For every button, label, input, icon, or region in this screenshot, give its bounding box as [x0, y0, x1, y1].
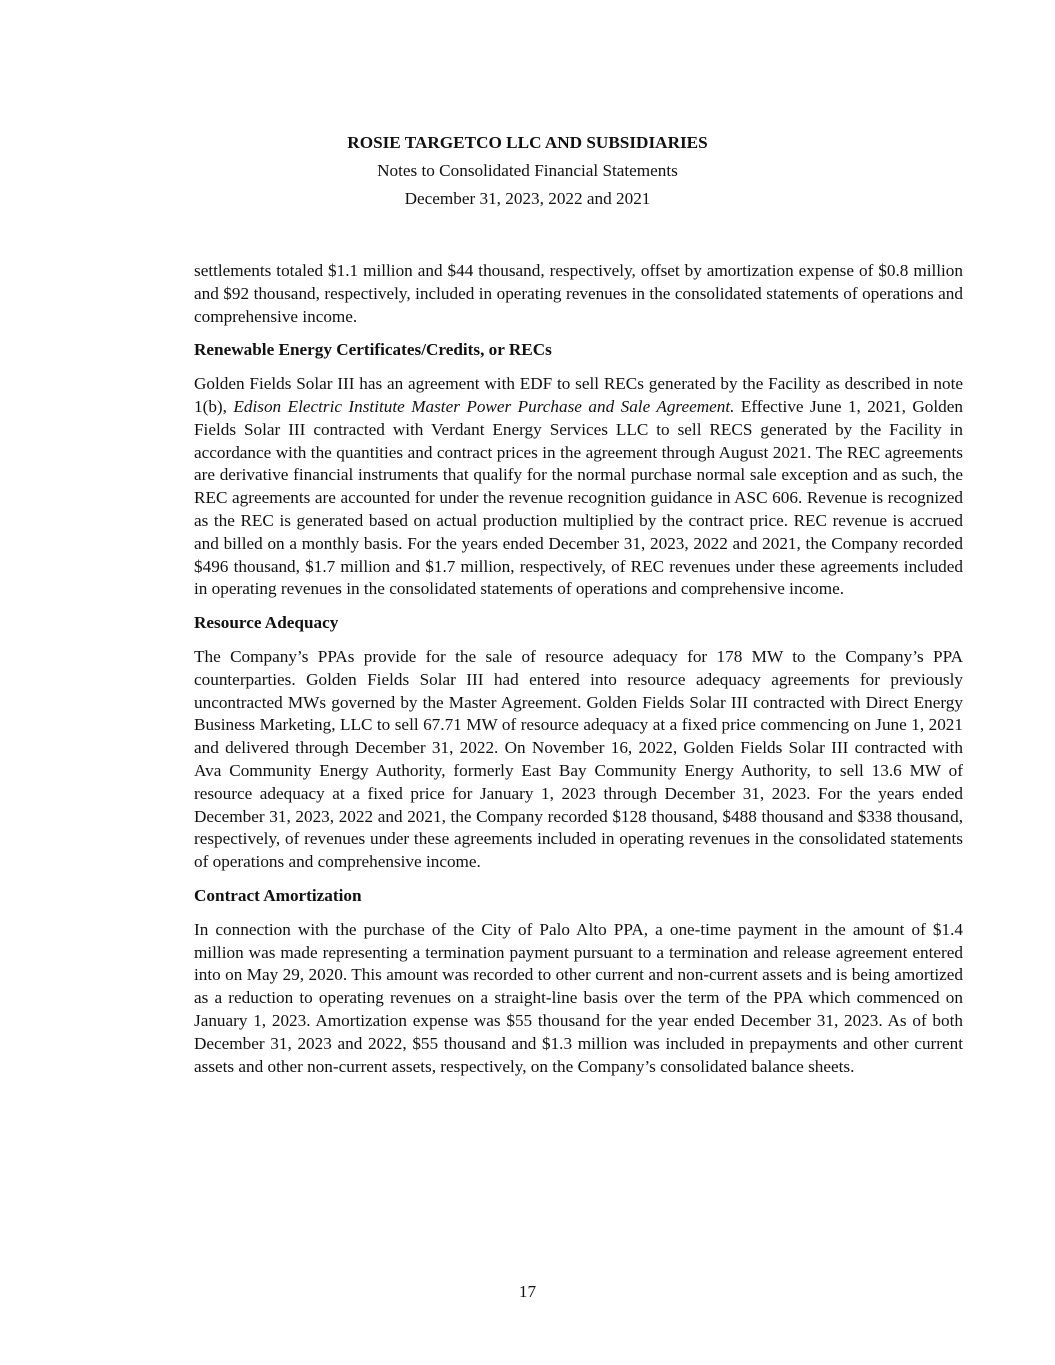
company-name: ROSIE TARGETCO LLC AND SUBSIDIARIES: [347, 133, 708, 152]
recs-paragraph: [194, 373, 963, 601]
agreement-title-italic: Edison Electric Institute Master Power Purchase and Sale Agreement.: [233, 396, 735, 416]
section-heading-resource-adequacy: Resource Adequacy: [194, 613, 339, 633]
resource-adequacy-paragraph: The Company’s PPAs provide for the sale of resource adequacy for 178 MW to the Company’s PPA counterparties. Golden Fields Solar III had entered into resource adequacy agreements for previously uncontracted MWs governed by the Master Agreement. Golden Fields Solar III contracted with Direct Energy Business Marketing, LLC to sell 67.71 MW of resource adequacy at a fixed price commencing on June 1, 2021 and delivered through December 31, 2022. On November 16, 2022, Golden Fields Solar III contracted with Ava Community Energy Authority, formerly East Bay Community Energy Authority, to sell 13.6 MW of resource adequacy at a fixed price for January 1, 2023 through December 31, 2023. For the years ended December 31, 2023, 2022 and 2021, the Company recorded $128 thousand, $488 thousand and $338 thousand, respectively, of revenues under these agreements included in operating revenues in the consolidated statements of operations and comprehensive income.: [194, 646, 963, 872]
contract-amortization-paragraph: In connection with the purchase of the City of Palo Alto PPA, a one-time payment in the amount of $1.4 million was made representing a termination payment pursuant to a termination and release agreement entered into on May 29, 2020. This amount was recorded to other current and non-current assets and is being amortized as a reduction to operating revenues on a straight-line basis over the term of the PPA which commenced on January 1, 2023. Amortization expense was $55 thousand for the year ended December 31, 2023. As of both December 31, 2023 and 2022, $55 thousand and $1.3 million was included in prepayments and other current assets and other non-current assets, respectively, on the Company’s consolidated balance sheets.: [194, 919, 963, 1076]
page-header: [0, 131, 1055, 210]
page-number: 17: [518, 1282, 537, 1301]
statement-date: December 31, 2023, 2022 and 2021: [404, 189, 651, 208]
recs-text-part-2: Effective June 1, 2021, Golden Fields Solar III contracted with Verdant Energy Services LLC to sell RECS generated by the Facility in accordance with the quantities and contract prices in the agreement through August 2021. The REC agreements are derivative financial instruments that qualify for the normal purchase normal sale exception and as such, the REC agreements are accounted for under the revenue recognition guidance in ASC 606. Revenue is recognized as the REC is generated based on actual production multiplied by the contract price. REC revenue is accrued and billed on a monthly basis. For the years ended December 31, 2023, 2022 and 2021, the Company recorded $496 thousand, $1.7 million and $1.7 million, respectively, of REC revenues under these agreements included in operating revenues in the consolidated statements of operations and comprehensive income.: [194, 396, 963, 599]
document-subtitle: Notes to Consolidated Financial Statements: [377, 161, 678, 180]
document-body: [194, 260, 963, 1089]
intro-paragraph: settlements totaled $1.1 million and $44 thousand, respectively, offset by amortization expense of $0.8 million and $92 thousand, respectively, included in operating revenues in the consolidated statements of operations and comprehensive income.: [194, 261, 963, 326]
section-heading-recs: Renewable Energy Certificates/Credits, or RECs: [194, 340, 552, 360]
recs-text-part-1: Golden Fields Solar III has an agreement with EDF to sell RECs generated by the Facility as described in note 1(b),: [194, 374, 963, 416]
section-heading-contract-amortization: Contract Amortization: [194, 885, 362, 905]
